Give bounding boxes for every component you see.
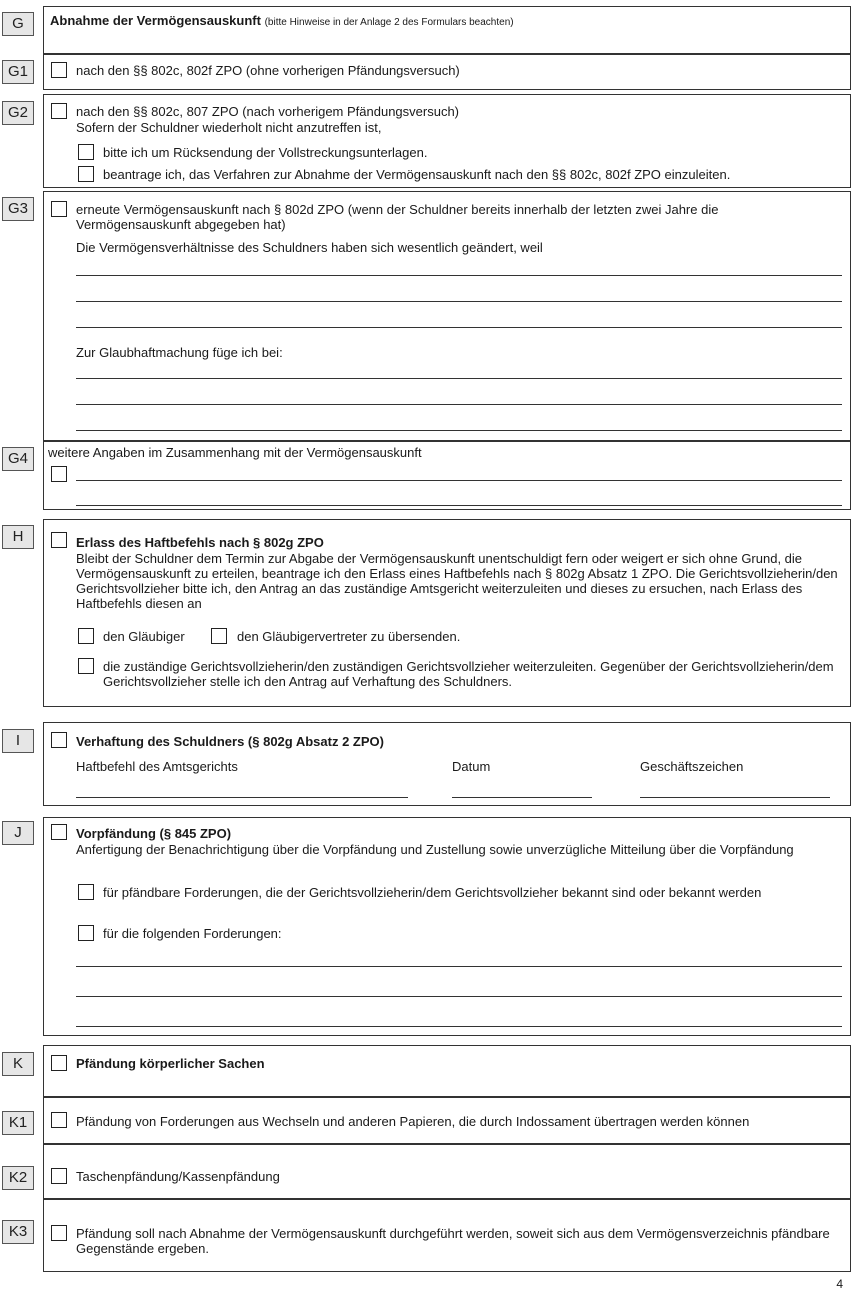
g2-opt2-checkbox[interactable] [78,166,94,182]
h-glaeubiger-text: den Gläubiger [103,629,185,644]
section-label-g: G [2,12,34,36]
section-label-k3: K3 [2,1220,34,1244]
j-line-1[interactable] [76,966,842,967]
h-gv-checkbox[interactable] [78,658,94,674]
h-title: Erlass des Haftbefehls nach § 802g ZPO [76,535,324,550]
g3-reason-line-3[interactable] [76,327,842,328]
j-title: Vorpfändung (§ 845 ZPO) [76,826,232,841]
section-label-g4: G4 [2,447,34,471]
g2-opt2-text: beantrage ich, das Verfahren zur Abnahme der Vermögensauskunft nach den §§ 802c, 802f ZPO einzuleiten. [103,167,731,182]
k3-checkbox[interactable] [51,1225,67,1241]
g3-attach: Zur Glaubhaftmachung füge ich bei: [76,345,283,360]
g3-reason-line-1[interactable] [76,275,842,276]
j-opt1-text: für pfändbare Forderungen, die der Gerichtsvollzieherin/dem Gerichtsvollzieher bekannt sind oder bekannt werden [103,885,762,900]
j-line-2[interactable] [76,996,842,997]
h-vertreter-checkbox[interactable] [211,628,227,644]
j-checkbox[interactable] [51,824,67,840]
g4-checkbox[interactable] [51,466,67,482]
g3-reason-line-2[interactable] [76,301,842,302]
h-gv-text: die zuständige Gerichtsvollzieherin/den zuständigen Gerichtsvollzieher weiterzuleiten. Gegenüber der Gerichtsvollzieherin/dem Gerichtsvollzieher stelle ich den Antrag auf Verhaftung des Schuldners. [103,659,834,689]
k1-text: Pfändung von Forderungen aus Wechseln und anderen Papieren, die durch Indossament übertragen werden können [76,1114,750,1129]
k1-checkbox[interactable] [51,1112,67,1128]
k2-checkbox[interactable] [51,1168,67,1184]
g1-checkbox[interactable] [51,62,67,78]
g2-text: nach den §§ 802c, 807 ZPO (nach vorherigem Pfändungsversuch) [76,104,460,119]
j-opt1-checkbox[interactable] [78,884,94,900]
section-g-title [50,13,514,30]
g2-subtext: Sofern der Schuldner wiederholt nicht anzutreffen ist, [76,120,382,135]
page-number: 4 [836,1277,843,1291]
section-label-j: J [2,821,34,845]
j-line-3[interactable] [76,1026,842,1027]
j-opt2-text: für die folgenden Forderungen: [103,926,282,941]
section-label-g1: G1 [2,60,34,84]
section-label-h: H [2,525,34,549]
g2-opt1-checkbox[interactable] [78,144,94,160]
section-label-k2: K2 [2,1166,34,1190]
g3-checkbox[interactable] [51,201,67,217]
j-opt2-checkbox[interactable] [78,925,94,941]
i-datum-line[interactable] [452,797,592,798]
h-vertreter-text: den Gläubigervertreter zu übersenden. [237,629,461,644]
g2-opt1-text: bitte ich um Rücksendung der Vollstreckungsunterlagen. [103,145,428,160]
g3-text: erneute Vermögensauskunft nach § 802d ZPO (wenn der Schuldner bereits innerhalb der letzten zwei Jahre die Vermögensauskunft abgegeben hat) [76,202,719,232]
section-label-k: K [2,1052,34,1076]
j-body: Anfertigung der Benachrichtigung über die Vorpfändung und Zustellung sowie unverzügliche Mitteilung über die Vorpfändung [76,842,794,857]
section-label-i: I [2,729,34,753]
i-col-haftbefehl: Haftbefehl des Amtsgerichts [76,759,238,774]
i-haftbefehl-line[interactable] [76,797,408,798]
section-label-k1: K1 [2,1111,34,1135]
h-checkbox[interactable] [51,532,67,548]
g3-attach-line-2[interactable] [76,404,842,405]
g1-text: nach den §§ 802c, 802f ZPO (ohne vorherigen Pfändungsversuch) [76,63,460,78]
k3-text: Pfändung soll nach Abnahme der Vermögensauskunft durchgeführt werden, soweit sich aus dem Vermögensverzeichnis pfändbare Gegenstände ergeben. [76,1226,830,1256]
k2-text: Taschenpfändung/Kassenpfändung [76,1169,280,1184]
h-body: Bleibt der Schuldner dem Termin zur Abgabe der Vermögensauskunft unentschuldigt fern oder weigert er sich ohne Grund, die Vermögensauskunft zu erteilen, beantrage ich den Erlass eines Haftbefehls nach § 802g Absatz 1 ZPO. Die Gerichtsvollzieherin/den Gerichtsvollzieher bitte ich, den Antrag an das zuständige Amtsgericht weiterzuleiten und dieses zu ersuchen, nach Erlass des Haftbefehls diesen an [76,551,838,611]
section-label-g2: G2 [2,101,34,125]
section-g-heading: Abnahme der Vermögensauskunft [50,13,261,28]
g3-attach-line-1[interactable] [76,378,842,379]
i-col-datum: Datum [452,759,491,774]
i-geschaeftszeichen-line[interactable] [640,797,830,798]
g4-text: weitere Angaben im Zusammenhang mit der Vermögensauskunft [48,445,422,460]
g3-reason: Die Vermögensverhältnisse des Schuldners haben sich wesentlich geändert, weil [76,240,543,255]
i-title: Verhaftung des Schuldners (§ 802g Absatz 2 ZPO) [76,734,384,749]
i-col-geschaeftszeichen: Geschäftszeichen [640,759,744,774]
g4-line-2[interactable] [76,505,842,506]
k-title: Pfändung körperlicher Sachen [76,1056,265,1071]
section-label-g3: G3 [2,197,34,221]
section-k-box [43,1045,851,1097]
g4-line-1[interactable] [76,480,842,481]
i-checkbox[interactable] [51,732,67,748]
section-g-note: (bitte Hinweise in der Anlage 2 des Formulars beachten) [264,17,514,28]
h-glaeubiger-checkbox[interactable] [78,628,94,644]
g2-checkbox[interactable] [51,103,67,119]
g3-attach-line-3[interactable] [76,430,842,431]
k-checkbox[interactable] [51,1055,67,1071]
